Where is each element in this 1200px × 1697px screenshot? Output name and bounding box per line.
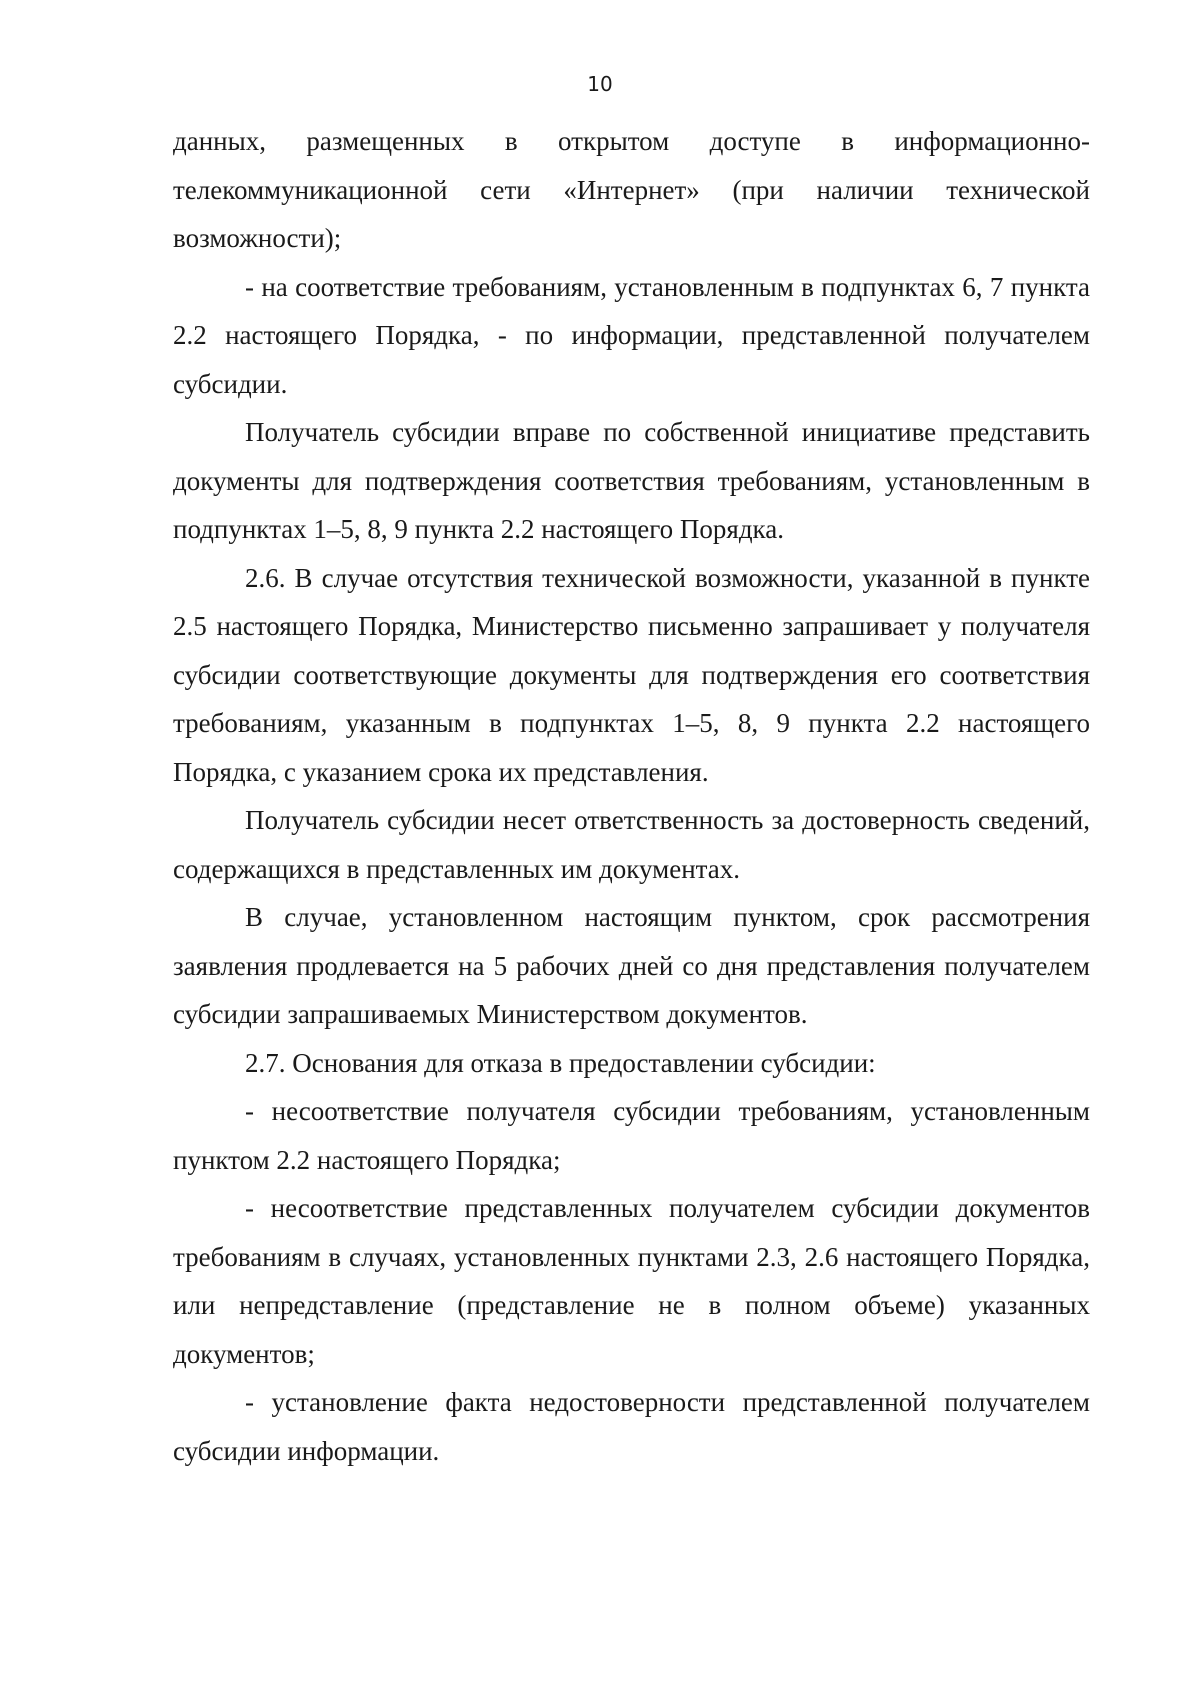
paragraph-list-item: - несоответствие получателя субсидии требованиям, установленным пунктом 2.2 настоящего Порядка; xyxy=(173,1096,1090,1175)
paragraph: Получатель субсидии вправе по собственной инициативе представить документы для подтверждения соответствия требованиям, установленным в подпунктах 1–5, 8, 9 пункта 2.2 настоящего Порядка. xyxy=(173,417,1090,544)
document-body xyxy=(173,117,1090,1475)
paragraph-list-item: - установление факта недостоверности представленной получателем субсидии информации. xyxy=(173,1387,1090,1466)
paragraph: В случае, установленном настоящим пунктом, срок рассмотрения заявления продлевается на 5 рабочих дней со дня представления получателем субсидии запрашиваемых Министерством документов. xyxy=(173,902,1090,1029)
paragraph-continuation: данных, размещенных в открытом доступе в информационно-телекоммуникационной сети «Интернет» (при наличии технической возможности); xyxy=(173,126,1090,253)
page-number: 10 xyxy=(587,72,613,96)
paragraph-list-item: - на соответствие требованиям, установленным в подпунктах 6, 7 пункта 2.2 настоящего Порядка, - по информации, представленной получателем субсидии. xyxy=(173,271,1090,399)
paragraph-section-2-6: 2.6. В случае отсутствия технической возможности, указанной в пункте 2.5 настоящего Порядка, Министерство письменно запрашивает у получателя субсидии соответствующие документы для подтверждения его соответствия требованиям, указанным в подпунктах 1–5, 8, 9 пункта 2.2 настоящего Порядка, с указанием срока их представления. xyxy=(173,562,1090,787)
paragraph-section-2-7: 2.7. Основания для отказа в предоставлении субсидии: xyxy=(245,1047,876,1078)
paragraph-list-item: - несоответствие представленных получателем субсидии документов требованиям в случаях, установленных пунктами 2.3, 2.6 настоящего Порядка, или непредставление (представление не в полном объеме) указанных документов; xyxy=(173,1193,1090,1369)
paragraph: Получатель субсидии несет ответственность за достоверность сведений, содержащихся в представленных им документах. xyxy=(173,805,1090,884)
